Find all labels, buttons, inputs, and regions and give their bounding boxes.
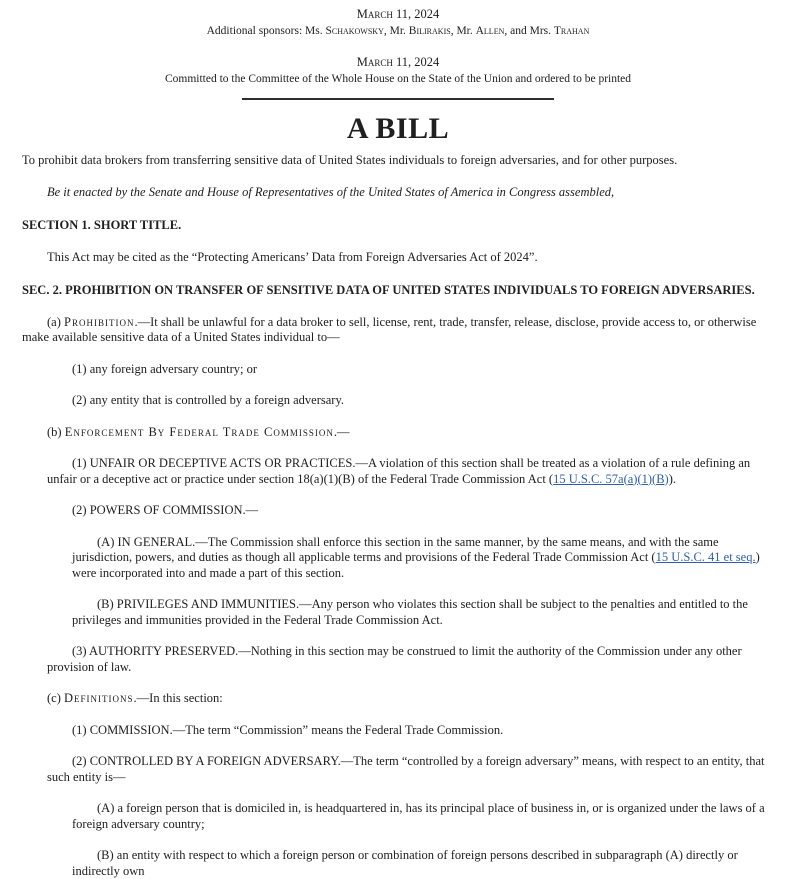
text-segment: 11, 2024 bbox=[392, 7, 440, 21]
bill-paragraph bbox=[22, 315, 774, 346]
bill-paragraph bbox=[47, 362, 774, 378]
section-heading-2: SEC. 2. PROHIBITION ON TRANSFER OF SENSITIVE DATA OF UNITED STATES INDIVIDUALS TO FOREIGN ADVERSARIES. bbox=[22, 283, 755, 297]
text-segment: (1) any foreign adversary country; or bbox=[72, 361, 257, 376]
text-segment: (2) CONTROLLED BY A FOREIGN ADVERSARY.—The term “controlled by a foreign adversary” means, with respect to an entity, that such entity is— bbox=[47, 754, 765, 784]
text-segment: .—In this section: bbox=[133, 691, 223, 705]
bill-paragraph bbox=[47, 754, 774, 785]
small-caps-text: Definitions bbox=[64, 691, 134, 705]
text-segment: (A) a foreign person that is domiciled in, is headquartered in, has its principal place of business in, or is organized under the laws of a foreign adversary country; bbox=[72, 801, 765, 831]
bill-paragraph bbox=[22, 425, 774, 441]
small-caps-text: March bbox=[356, 55, 393, 69]
bill-long-title: To prohibit data brokers from transferring sensitive data of United States individuals to foreign adversaries, and for other purposes. bbox=[22, 153, 678, 167]
small-caps-text: March bbox=[356, 7, 393, 21]
bill-header bbox=[22, 6, 774, 87]
action-date-line-1 bbox=[22, 6, 774, 22]
text-segment: (b) bbox=[47, 424, 65, 439]
small-caps-text: Prohibition bbox=[64, 314, 135, 329]
bill-title: A BILL bbox=[346, 112, 450, 145]
text-segment: (1) UNFAIR OR DECEPTIVE ACTS OR PRACTICES.—A violation of this section shall be treated as a violation of a rule defining an unfair or a deceptive act or practice under section 18(a)(1)(B) of the Federal Trade Commission Act ( bbox=[47, 456, 751, 486]
text-segment: (c) bbox=[47, 691, 64, 705]
text-segment: .—It shall be unlawful for a data broker to sell, license, rent, trade, transfer, release, disclose, provide access to, or otherwise make available sensitive data of a United States individual to— bbox=[22, 314, 757, 344]
text-segment: Additional sponsors: Ms. bbox=[206, 25, 326, 37]
text-segment: (3) AUTHORITY PRESERVED.—Nothing in this section may be construed to limit the authority of the Commission under any other provision of law. bbox=[47, 644, 742, 674]
text-segment: ). bbox=[668, 471, 676, 486]
small-caps-text: Bilirakis bbox=[408, 25, 451, 37]
small-caps-text: Schakowsky bbox=[325, 25, 384, 37]
text-segment: (2) any entity that is controlled by a foreign adversary. bbox=[72, 393, 345, 407]
bill-paragraph bbox=[47, 456, 774, 487]
text-segment: (B) an entity with respect to which a foreign person or combination of foreign persons described in subparagraph (A) directly or indirectly own bbox=[72, 848, 738, 878]
bill-paragraph bbox=[47, 723, 774, 739]
text-segment: (a) bbox=[47, 314, 64, 329]
additional-sponsors-line bbox=[22, 24, 774, 39]
bill-paragraph bbox=[47, 393, 774, 409]
text-segment: (A) IN GENERAL.—The Commission shall enforce this section in the same manner, by the same means, and with the same jurisdiction, powers, and duties as though all applicable terms and provisions of the Federal Trade Commission Act ( bbox=[72, 534, 719, 564]
text-segment: (2) POWERS OF COMMISSION.— bbox=[72, 503, 259, 517]
bill-paragraph bbox=[47, 503, 774, 519]
small-caps-text: Trahan bbox=[553, 25, 590, 37]
bill-paragraph bbox=[22, 250, 774, 266]
usc-citation-link[interactable]: 15 U.S.C. 57a(a)(1)(B) bbox=[553, 471, 669, 486]
bill-paragraph bbox=[72, 848, 774, 879]
small-caps-text: Allen bbox=[475, 25, 505, 37]
committed-line: Committed to the Committee of the Whole House on the State of the Union and ordered to be printed bbox=[164, 73, 632, 85]
bill-paragraph bbox=[47, 644, 774, 675]
text-segment: This Act may be cited as the “Protecting Americans’ Data from Foreign Adversaries Act of 2024”. bbox=[47, 249, 538, 264]
text-segment: , Mr. bbox=[383, 25, 409, 37]
text-segment: 11, 2024 bbox=[392, 55, 440, 69]
bill-paragraph bbox=[22, 691, 774, 707]
text-segment: (B) PRIVILEGES AND IMMUNITIES.—Any person who violates this section shall be subject to the penalties and entitled to the privileges and immunities provided in the Federal Trade Commission Act. bbox=[72, 597, 748, 627]
text-segment: .— bbox=[333, 424, 350, 439]
bill-paragraph bbox=[72, 597, 774, 628]
enacting-clause: Be it enacted by the Senate and House of Representatives of the United States of America in Congress assembled, bbox=[47, 184, 615, 199]
section-heading-1: SECTION 1. SHORT TITLE. bbox=[22, 218, 182, 232]
small-caps-text: Enforcement By Federal Trade Commission bbox=[64, 424, 334, 439]
text-segment: , and Mrs. bbox=[504, 25, 554, 37]
action-date-line-2 bbox=[22, 54, 774, 70]
text-segment: ) were incorporated into and made a part of this section. bbox=[72, 550, 760, 580]
bill-paragraph bbox=[72, 535, 774, 582]
text-segment: (1) COMMISSION.—The term “Commission” means the Federal Trade Commission. bbox=[72, 722, 504, 737]
bill-paragraph bbox=[72, 801, 774, 832]
header-divider-rule bbox=[242, 98, 554, 100]
usc-citation-link[interactable]: 15 U.S.C. 41 et seq. bbox=[655, 550, 756, 564]
text-segment: , Mr. bbox=[450, 25, 476, 37]
bill-body bbox=[22, 218, 774, 879]
